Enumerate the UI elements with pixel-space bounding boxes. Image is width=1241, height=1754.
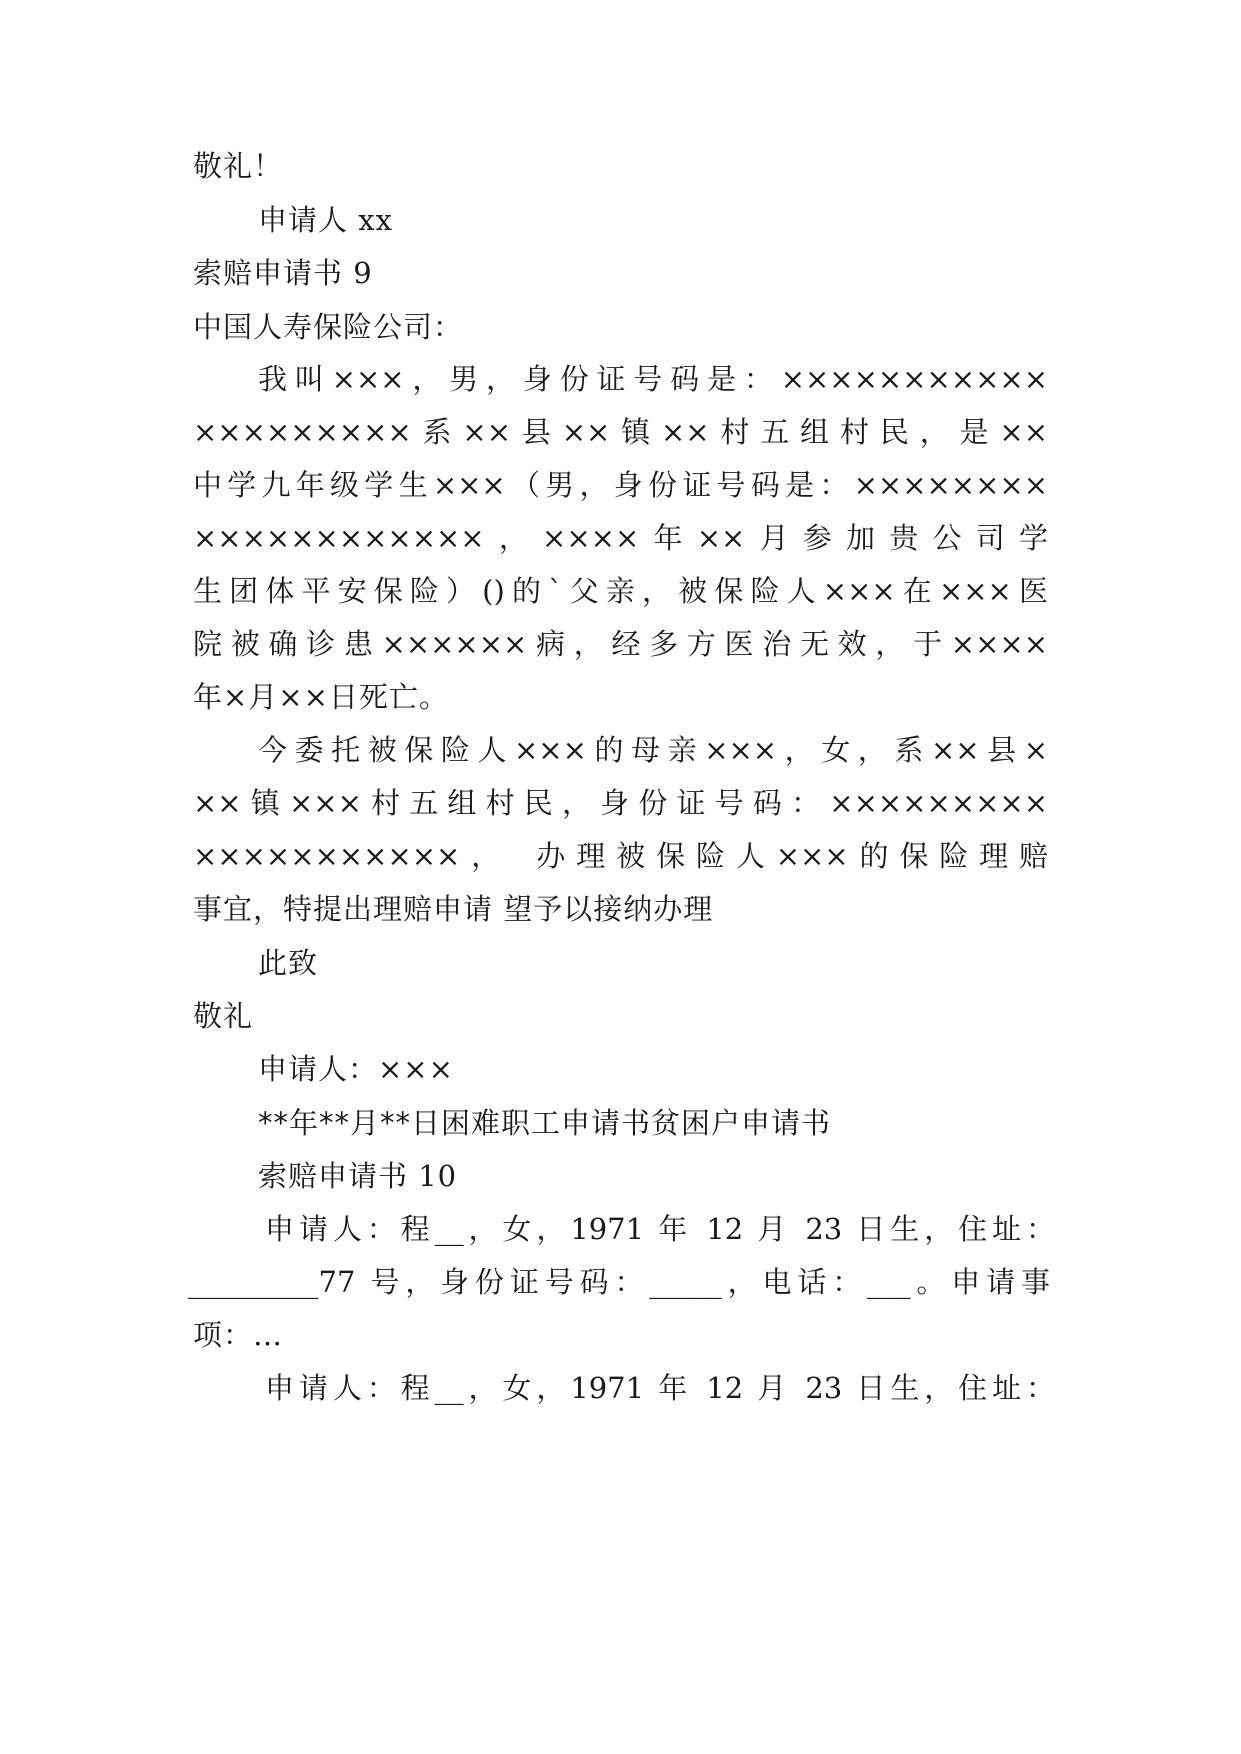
body-paragraph-2-line-3: ×××××××××××， 办理被保险人×××的保险理赔: [193, 839, 1048, 873]
addressee: 中国人寿保险公司：: [193, 310, 464, 344]
body-paragraph-2-line-1: 今委托被保险人×××的母亲×××，女，系××县×: [258, 733, 1048, 767]
section-title-9: 索赔申请书 9: [193, 256, 373, 290]
date-and-related-titles: **年**月**日困难职工申请书贫困户申请书: [258, 1106, 832, 1140]
body-paragraph-2-line-4: 事宜，特提出理赔申请 望予以接纳办理: [193, 892, 714, 926]
body-paragraph-2-line-2: ××镇×××村五组村民，身份证号码：×××××××××: [193, 786, 1048, 820]
body-paragraph-1-line-3: 中学九年级学生×××（男，身份证号码是：××××××××: [193, 468, 1048, 502]
application-10-line-1: 申请人：程__，女，1971 年 12 月 23 日生，住址：: [265, 1212, 1055, 1246]
section-title-10: 索赔申请书 10: [258, 1159, 458, 1193]
application-10-line-2: _________77 号，身份证号码：_____，电话：___。申请事: [188, 1265, 1050, 1299]
application-10-line-4: 申请人：程__，女，1971 年 12 月 23 日生，住址：: [265, 1371, 1055, 1405]
application-10-line-3: 项：…: [193, 1318, 284, 1352]
applicant-signature: 申请人 xx: [258, 203, 393, 237]
body-paragraph-1-line-4: ××××××××××××，××××年××月参加贵公司学: [193, 521, 1048, 555]
body-paragraph-1-line-5: 生团体平安保险）()的`父亲，被保险人×××在×××医: [193, 574, 1048, 608]
applicant-line: 申请人：×××: [258, 1052, 454, 1086]
body-paragraph-1-line-6: 院被确诊患××××××病，经多方医治无效，于××××: [193, 627, 1048, 661]
body-paragraph-1-line-2: ×××××××××系××县××镇××村五组村民，是××: [193, 415, 1048, 449]
body-paragraph-1-line-1: 我叫×××，男，身份证号码是：×××××××××××: [258, 362, 1048, 396]
closing-salutation: 敬礼！: [193, 149, 284, 183]
closing-jingli: 敬礼: [193, 999, 254, 1033]
closing-cizhi: 此致: [258, 946, 319, 980]
body-paragraph-1-line-7: 年×月××日死亡。: [193, 680, 449, 714]
